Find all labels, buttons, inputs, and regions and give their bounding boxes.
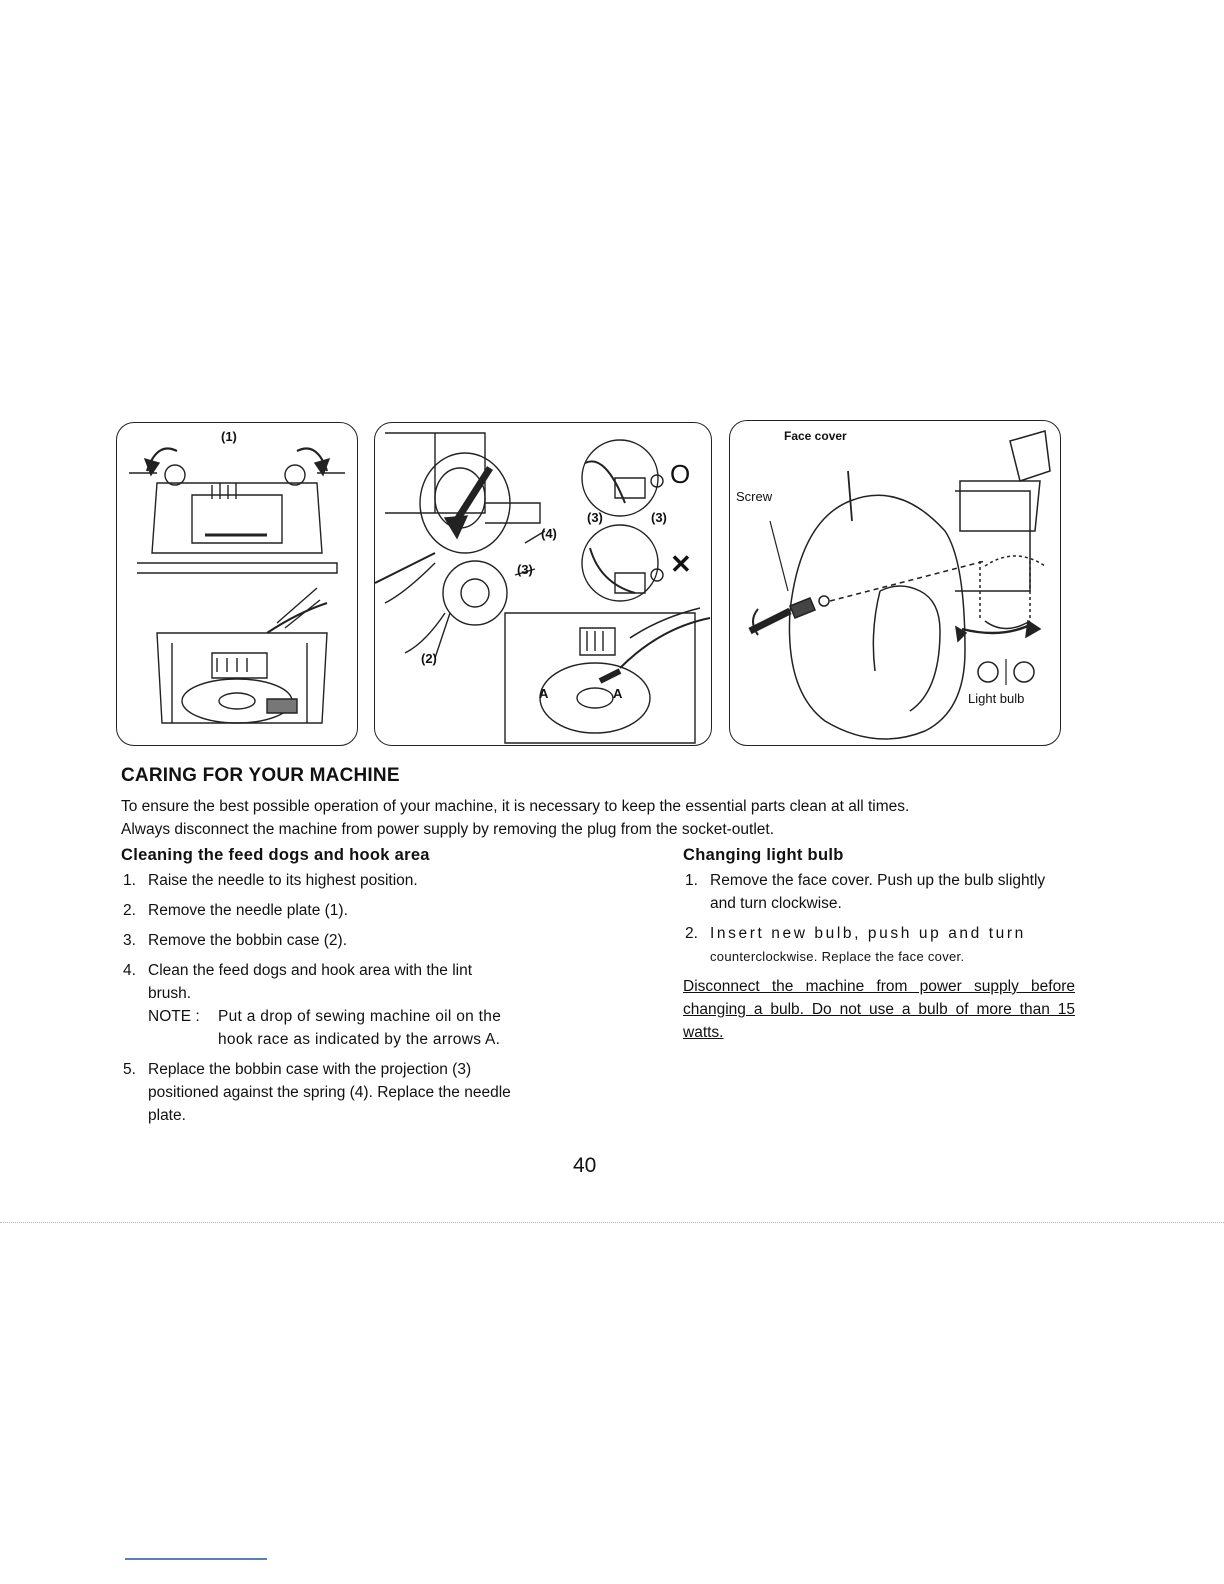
intro-paragraph xyxy=(121,795,1081,841)
figure-bobbin-case xyxy=(374,422,712,746)
cleaning-step-4 xyxy=(121,959,518,1051)
step-text: Replace the bobbin case with the projection (3) positioned against the spring (4). Replace the needle plate. xyxy=(148,1061,511,1124)
step-number: 3. xyxy=(123,932,136,949)
correct-mark: O xyxy=(670,459,691,489)
figure-light-bulb xyxy=(729,420,1061,746)
label-arrow-a-left: A xyxy=(539,686,549,701)
label-light-bulb: Light bulb xyxy=(968,691,1025,706)
bulb-instructions xyxy=(683,846,1075,1044)
needle-plate-illustration xyxy=(117,423,357,745)
step-text: Remove the face cover. Push up the bulb slightly and turn clockwise. xyxy=(710,872,1046,912)
note-text: Put a drop of sewing machine oil on the hook race as indicated by the arrows A. xyxy=(218,1008,502,1048)
intro-line-1: To ensure the best possible operation of your machine, it is necessary to keep the essential parts clean at all times. xyxy=(121,798,910,815)
scan-edge-line xyxy=(0,1222,1224,1223)
step-number: 2. xyxy=(123,902,136,919)
cleaning-step-1 xyxy=(121,869,418,892)
step-number: 1. xyxy=(123,872,136,889)
step-number: 5. xyxy=(123,1061,136,1078)
step-text: Remove the needle plate (1). xyxy=(148,902,348,919)
note-label: NOTE : xyxy=(148,1008,200,1025)
step-number: 4. xyxy=(123,962,136,979)
intro-line-2: Always disconnect the machine from power supply by removing the plug from the socket-outlet. xyxy=(121,821,775,838)
label-spring: (4) xyxy=(541,526,557,541)
bulb-step-2 xyxy=(683,922,1075,968)
label-projection-correct: (3) xyxy=(587,510,603,525)
label-needle-plate: (1) xyxy=(221,429,237,444)
cleaning-steps xyxy=(121,869,521,1127)
bulb-steps xyxy=(683,869,1075,968)
label-face-cover: Face cover xyxy=(784,429,847,443)
wrong-mark: ✕ xyxy=(670,549,692,579)
step-text: Raise the needle to its highest position. xyxy=(148,872,418,889)
cleaning-instructions xyxy=(121,846,521,1134)
label-bobbin-case: (2) xyxy=(421,651,437,666)
cleaning-heading: Cleaning the feed dogs and hook area xyxy=(121,846,430,864)
cleaning-step-2 xyxy=(121,899,521,922)
step-text-line-1: Insert new bulb, push up and turn xyxy=(710,925,1026,942)
step-text: Clean the feed dogs and hook area with the lint brush. xyxy=(148,962,473,1002)
step-text: Remove the bobbin case (2). xyxy=(148,932,348,949)
figure-needle-plate xyxy=(116,422,358,746)
step-number: 1. xyxy=(685,872,698,889)
bulb-heading: Changing light bulb xyxy=(683,846,844,864)
page-number: 40 xyxy=(573,1154,597,1177)
label-arrow-a-right: A xyxy=(613,686,623,701)
label-screw: Screw xyxy=(736,489,773,504)
scan-blue-mark xyxy=(125,1558,267,1560)
label-projection: (3) xyxy=(517,562,533,577)
bulb-warning: Disconnect the machine from power supply before changing a bulb. Do not use a bulb of more than 15 watts. xyxy=(683,978,1075,1041)
bulb-step-1 xyxy=(683,869,1075,915)
cleaning-step-3 xyxy=(121,929,521,952)
section-title: CARING FOR YOUR MACHINE xyxy=(121,765,400,786)
step-number: 2. xyxy=(685,925,698,942)
step-text-line-2: counterclockwise. Replace the face cover. xyxy=(710,949,965,964)
cleaning-step-5 xyxy=(121,1058,518,1127)
note xyxy=(148,1005,518,1051)
label-projection-wrong: (3) xyxy=(651,510,667,525)
